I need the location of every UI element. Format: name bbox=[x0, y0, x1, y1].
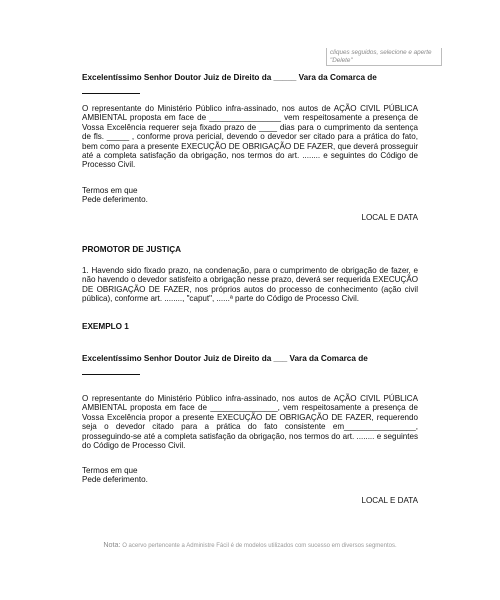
example-block bbox=[82, 322, 418, 332]
side-note-text: cliques seguidos, selecione e aperte "Delete" bbox=[330, 49, 432, 64]
doc2-place-date: LOCAL E DATA bbox=[361, 496, 418, 505]
doc1-place-date: LOCAL E DATA bbox=[361, 213, 418, 222]
doc2-closing-2: Pede deferimento. bbox=[82, 475, 148, 485]
doc1-body: O representante do Ministério Público infra-assinado, nos autos de AÇÃO CIVIL PÚBLICA AMBIENTAL proposta em face de ________________ vem respeitosamente a presença de Vossa Excelência requerer seja fixado prazo de ____ dias para o cumprimento da sentença de fls. _____ , conforme prova pericial, devendo o devedor ser citado para a prática do fato, bem como para a presente EXECUÇÃO DE OBRIGAÇÃO DE FAZER, que deverá prosseguir até a completa satisfação da obrigação, nos termos do art. ........ e seguintes do Código de Processo Civil. bbox=[82, 104, 418, 170]
footer-note bbox=[0, 540, 500, 549]
doc1-header: Excelentíssimo Senhor Doutor Juiz de Direito da _____ Vara da Comarca de bbox=[82, 73, 377, 82]
doc1-closing-1: Termos em que bbox=[82, 186, 138, 195]
doc2-closing-1: Termos em que bbox=[82, 466, 138, 475]
promotor-block bbox=[82, 245, 418, 255]
promotor-title: PROMOTOR DE JUSTIÇA bbox=[82, 245, 182, 254]
promotor-text: 1. Havendo sido fixado prazo, na condenação, para o cumprimento de obrigação de fazer, e não havendo o devedor satisfeito a obrigação nesse prazo, deverá ser requerida EXECUÇÃO DE OBRIGAÇÃO DE FAZER, nos próprios autos do processo de conhecimento (ação civil pública), conforme art. ........, "caput", ......ª parte do Código de Processo Civil. bbox=[82, 266, 418, 304]
doc1-body-block bbox=[82, 104, 418, 170]
side-note-box bbox=[326, 48, 442, 66]
doc1-header-block bbox=[82, 73, 418, 94]
footer-note-text: O acervo pertencente a Administre Fácil é de modelos utilizados com sucesso em diversos segmentos. bbox=[122, 543, 397, 549]
doc2-closing-block bbox=[82, 466, 418, 485]
doc2-header-block bbox=[82, 354, 418, 375]
promotor-text-block bbox=[82, 266, 418, 304]
doc2-header: Excelentíssimo Senhor Doutor Juiz de Direito da ___ Vara da Comarca de bbox=[82, 354, 368, 363]
footer-note-lead: Nota: bbox=[103, 540, 121, 549]
doc2-body-block bbox=[82, 394, 418, 450]
doc1-header-rule bbox=[82, 83, 140, 94]
example-title: EXEMPLO 1 bbox=[82, 322, 129, 331]
doc1-closing-2: Pede deferimento. bbox=[82, 195, 148, 205]
doc1-closing-block bbox=[82, 186, 418, 205]
doc2-body: O representante do Ministério Público infra-assinado, nos autos de AÇÃO CIVIL PÚBLICA AMBIENTAL proposta em face de _______________, vem respeitosamente a presença de Vossa Excelência propor a presente EXECUÇÃO DE OBRIGAÇÃO DE FAZER, requerendo seja o devedor citado para a prática do fato consistente em________________, prosseguindo-se até a completa satisfação da obrigação, nos termos do art. ........ e seguintes do Código de Processo Civil. bbox=[82, 394, 418, 451]
doc2-header-rule bbox=[82, 364, 140, 375]
